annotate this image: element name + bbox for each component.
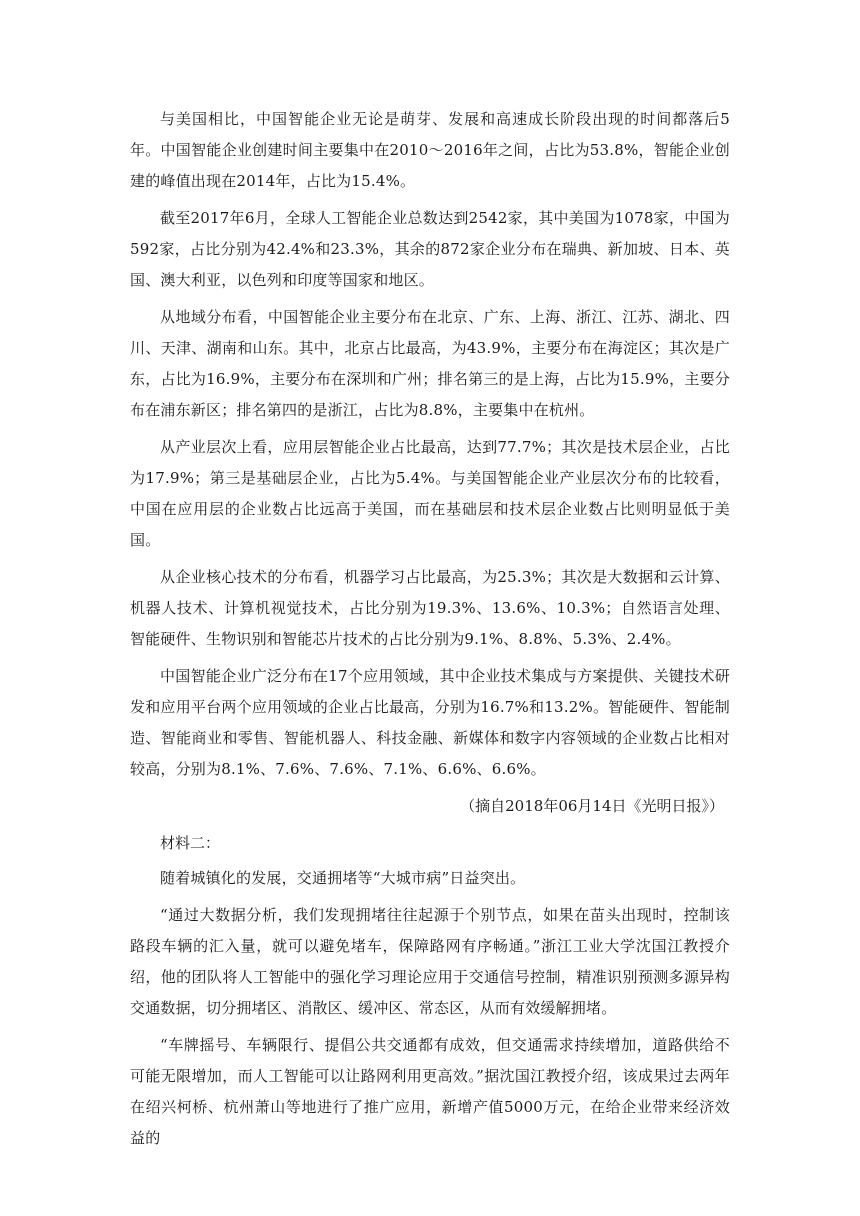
- material-two-label: 材料二：: [160, 834, 221, 852]
- paragraph-global-count: 截至2017年6月，全球人工智能企业总数达到2542家，其中美国为1078家，中国为592家，占比分别为42.4%和23.3%，其余的872家企业分布在瑞典、新加坡、日本、英国、澳大利亚，以色列和印度等国家和地区。: [130, 209, 730, 289]
- paragraph-urbanization: 随着城镇化的发展，交通拥堵等“大城市病”日益突出。: [160, 869, 526, 887]
- paragraph-industry-layers: 从产业层次上看，应用层智能企业占比最高，达到77.7%；其次是技术层企业，占比为17.9%；第三是基础层企业，占比为5.4%。与美国智能企业产业层次分布的比较看，中国在应用层的企业数占比远高于美国，而在基础层和技术层企业数占比则明显低于美国。: [130, 438, 730, 549]
- paragraph-core-technology: 从企业核心技术的分布看，机器学习占比最高，为25.3%；其次是大数据和云计算、机器人技术、计算机视觉技术，占比分别为19.3%、13.6%、10.3%；自然语言处理、智能硬件、生物识别和智能芯片技术的占比分别为9.1%、8.8%、5.3%、2.4%。: [130, 568, 730, 648]
- paragraph-application-fields: 中国智能企业广泛分布在17个应用领域，其中企业技术集成与方案提供、关键技术研发和应用平台两个应用领域的企业占比最高，分别为16.7%和13.2%。智能硬件、智能制造、智能商业和零售、智能机器人、科技金融、新媒体和数字内容领域的企业数占比相对较高，分别为8.1%、7.6%、7.6%、7.1%、6.6%、6.6%。: [130, 667, 730, 778]
- document-page: [130, 104, 730, 1160]
- paragraph-regional-distribution: 从地域分布看，中国智能企业主要分布在北京、广东、上海、浙江、江苏、湖北、四川、天津、湖南和山东。其中，北京占比最高，为43.9%，主要分布在海淀区；其次是广东，占比为16.9%，主要分布在深圳和广州；排名第三的是上海，占比为15.9%，主要分布在浦东新区；排名第四的是浙江，占比为8.8%，主要集中在杭州。: [130, 308, 730, 419]
- paragraph-ai-traffic-quote: “车牌摇号、车辆限行、提倡公共交通都有成效，但交通需求持续增加，道路供给不可能无限增加，而人工智能可以让路网利用更高效。”据沈国江教授介绍，该成果过去两年在绍兴柯桥、杭州萧山等地进行了推广应用，新增产值5000万元，在给企业带来经济效益的: [130, 1036, 730, 1147]
- source-citation: （摘自2018年06月14日《光明日报》）: [460, 797, 724, 815]
- paragraph-big-data-quote: “通过大数据分析，我们发现拥堵往往起源于个别节点，如果在苗头出现时，控制该路段车辆的汇入量，就可以避免堵车，保障路网有序畅通。”浙江工业大学沈国江教授介绍，他的团队将人工智能中的强化学习理论应用于交通信号控制，精准识别预测多源异构交通数据，切分拥堵区、消散区、缓冲区、常态区，从而有效缓解拥堵。: [130, 906, 730, 1017]
- paragraph-founding-time: 与美国相比，中国智能企业无论是萌芽、发展和高速成长阶段出现的时间都落后5年。中国智能企业创建时间主要集中在2010～2016年之间，占比为53.8%，智能企业创建的峰值出现在2014年，占比为15.4%。: [130, 110, 730, 190]
